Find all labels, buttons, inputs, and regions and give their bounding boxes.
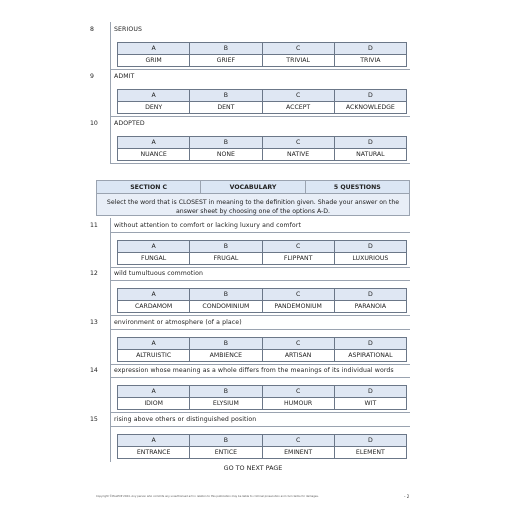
section-count: 5 QUESTIONS: [333, 183, 381, 191]
divider: [110, 69, 111, 119]
question-number: 13: [90, 319, 98, 326]
option-header-a: A: [118, 289, 190, 301]
option-header-d: D: [334, 43, 406, 55]
page-number: - 2: [404, 494, 410, 499]
option-b: DENT: [190, 102, 262, 114]
divider: [110, 363, 111, 413]
option-header-a: A: [118, 90, 190, 102]
option-b: AMBIENCE: [190, 350, 262, 362]
option-header-a: A: [118, 338, 190, 350]
divider: [110, 218, 111, 268]
option-header-d: D: [334, 137, 406, 149]
option-header-d: D: [334, 435, 406, 447]
option-header-b: B: [190, 386, 262, 398]
option-c: NATIVE: [262, 149, 334, 161]
option-b: CONDOMINIUM: [190, 301, 262, 313]
option-header-c: C: [262, 435, 334, 447]
divider: [110, 426, 410, 427]
divider: [110, 22, 111, 74]
option-c: ACCEPT: [262, 102, 334, 114]
option-header-c: C: [262, 43, 334, 55]
option-header-d: D: [334, 386, 406, 398]
option-b: GRIEF: [190, 55, 262, 67]
section-header: [96, 180, 410, 216]
divider: [110, 280, 410, 281]
option-header-b: B: [190, 241, 262, 253]
option-header-b: B: [190, 289, 262, 301]
copyright-footer: Copyright ©PlusEXP 2024. Any person who commits any unauthorised act in relation to this publication may be liable to criminal prosecution and civil claims for damages.: [96, 495, 319, 498]
option-d: ELEMENT: [334, 447, 406, 459]
option-d: WIT: [334, 398, 406, 410]
section-topic: VOCABULARY: [201, 181, 305, 193]
question-text: expression whose meaning as a whole differs from the meanings of its individual words: [114, 367, 394, 374]
option-header-d: D: [334, 289, 406, 301]
option-d: LUXURIOUS: [334, 253, 406, 265]
option-a: DENY: [118, 102, 190, 114]
question-number: 9: [90, 73, 94, 80]
option-d: PARANOIA: [334, 301, 406, 313]
option-header-d: D: [334, 241, 406, 253]
divider: [110, 116, 111, 164]
question-number: 8: [90, 26, 94, 33]
options-table: [117, 89, 407, 114]
option-a: ENTRANCE: [118, 447, 190, 459]
option-header-a: A: [118, 435, 190, 447]
option-d: NATURAL: [334, 149, 406, 161]
option-header-b: B: [190, 435, 262, 447]
divider: [110, 329, 410, 330]
section-title-bar: [96, 180, 410, 194]
option-c: ARTISAN: [262, 350, 334, 362]
options-table: [117, 385, 407, 410]
option-d: TRIVIA: [334, 55, 406, 67]
divider: [110, 377, 410, 378]
option-c: EMINENT: [262, 447, 334, 459]
options-table: [117, 240, 407, 265]
option-d: ACKNOWLEDGE: [334, 102, 406, 114]
option-a: FUNGAL: [118, 253, 190, 265]
divider: [110, 315, 111, 365]
option-a: ALTRUISTIC: [118, 350, 190, 362]
option-b: FRUGAL: [190, 253, 262, 265]
question-text: ADMIT: [114, 73, 135, 80]
option-b: ELYSIUM: [190, 398, 262, 410]
question-text: ADOPTED: [114, 120, 145, 127]
divider: [110, 364, 410, 365]
question-number: 10: [90, 120, 98, 127]
option-c: TRIVIAL: [262, 55, 334, 67]
option-header-a: A: [118, 241, 190, 253]
options-table: [117, 434, 407, 459]
option-header-c: C: [262, 289, 334, 301]
option-header-d: D: [334, 338, 406, 350]
question-text: SERIOUS: [114, 26, 142, 33]
options-table: [117, 136, 407, 161]
option-b: NONE: [190, 149, 262, 161]
question-text: environment or atmosphere (of a place): [114, 319, 242, 326]
option-header-b: B: [190, 90, 262, 102]
question-number: 14: [90, 367, 98, 374]
option-header-c: C: [262, 90, 334, 102]
divider: [110, 412, 410, 413]
options-table: [117, 337, 407, 362]
option-c: HUMOUR: [262, 398, 334, 410]
option-header-c: C: [262, 338, 334, 350]
option-c: PANDEMONIUM: [262, 301, 334, 313]
option-header-b: B: [190, 338, 262, 350]
section-name: SECTION C: [97, 181, 201, 193]
option-c: FLIPPANT: [262, 253, 334, 265]
option-b: ENTICE: [190, 447, 262, 459]
divider: [110, 412, 111, 462]
question-text: wild tumultuous commotion: [114, 270, 204, 277]
option-a: GRIM: [118, 55, 190, 67]
section-instruction: Select the word that is CLOSEST in meaning to the definition given. Shade your answer on the answer sheet by choosing one of the options A-D.: [96, 194, 410, 216]
option-d: ASPIRATIONAL: [334, 350, 406, 362]
divider: [110, 315, 410, 316]
options-table: [117, 42, 407, 67]
option-a: CARDAMOM: [118, 301, 190, 313]
option-header-d: D: [334, 90, 406, 102]
question-number: 11: [90, 222, 98, 229]
options-table: [117, 288, 407, 313]
option-header-b: B: [190, 43, 262, 55]
option-a: NUANCE: [118, 149, 190, 161]
divider: [110, 116, 410, 117]
option-header-a: A: [118, 43, 190, 55]
option-header-c: C: [262, 241, 334, 253]
go-to-next-page: GO TO NEXT PAGE: [223, 464, 283, 472]
divider: [110, 69, 410, 70]
option-a: IDIOM: [118, 398, 190, 410]
question-text: rising above others or distinguished position: [114, 416, 257, 423]
question-number: 15: [90, 416, 98, 423]
option-header-c: C: [262, 386, 334, 398]
divider: [110, 163, 410, 164]
option-header-a: A: [118, 386, 190, 398]
option-header-c: C: [262, 137, 334, 149]
question-text: without attention to comfort or lacking luxury and comfort: [114, 222, 301, 229]
divider: [110, 266, 111, 316]
divider: [110, 267, 410, 268]
option-header-a: A: [118, 137, 190, 149]
question-number: 12: [90, 270, 98, 277]
option-header-b: B: [190, 137, 262, 149]
divider: [110, 232, 410, 233]
